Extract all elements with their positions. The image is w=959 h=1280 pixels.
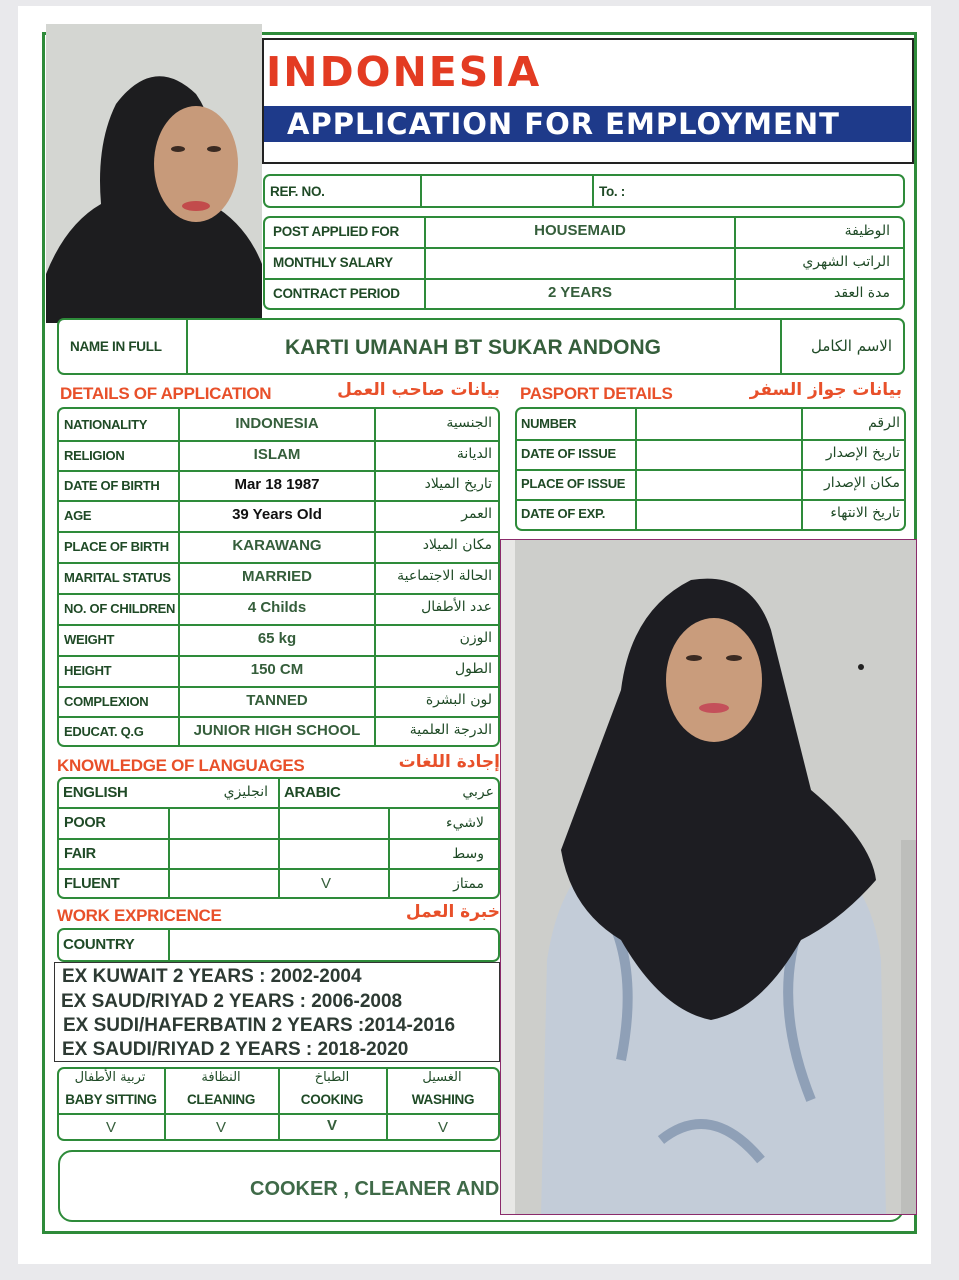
languages-title-ar: إجادة اللغات	[398, 752, 500, 772]
name-label: NAME IN FULL	[70, 339, 162, 354]
skill-washing: WASHING	[411, 1092, 475, 1107]
details-value: 65 kg	[257, 630, 297, 647]
passport-ar: مكان الإصدار	[824, 475, 900, 491]
post-ar: الوظيفة	[844, 223, 890, 239]
skill-mark: V	[326, 1117, 337, 1134]
arabic-header-ar: عربي	[462, 784, 494, 800]
details-title-ar: بيانات صاحب العمل	[337, 380, 500, 400]
to-label: To. :	[599, 184, 625, 199]
passport-ar: تاريخ الإصدار	[825, 445, 900, 461]
country-title: INDONESIA	[266, 48, 542, 96]
details-value: ISLAM	[253, 446, 301, 463]
level-fluent: FLUENT	[64, 876, 120, 892]
details-ar: الحالة الاجتماعية	[397, 568, 492, 584]
skill-cooking: COOKING	[300, 1092, 364, 1107]
details-value: KARAWANG	[232, 537, 322, 554]
details-label: WEIGHT	[64, 632, 115, 647]
full-body-photo	[500, 539, 917, 1215]
level-poor: POOR	[64, 815, 106, 831]
details-value: 150 CM	[250, 661, 304, 678]
details-label: NATIONALITY	[64, 417, 148, 432]
name-value: KARTI UMANAH BT SUKAR ANDONG	[284, 336, 662, 359]
languages-title: KNOWLEDGE OF LANGUAGES	[57, 756, 305, 775]
details-value: JUNIOR HIGH SCHOOL	[193, 722, 361, 739]
passport-label: PLACE OF ISSUE	[521, 476, 626, 491]
details-ar: الدرجة العلمية	[409, 722, 492, 738]
passport-ar: تاريخ الانتهاء	[830, 505, 900, 521]
skill-mark: V	[105, 1119, 116, 1136]
details-value: MARRIED	[242, 568, 312, 585]
experience-entry: EX SAUDI/RIYAD 2 YEARS : 2018-2020	[62, 1039, 409, 1060]
ref-row	[263, 174, 905, 208]
skill-cleaning: CLEANING	[186, 1092, 256, 1107]
passport-label: NUMBER	[521, 416, 577, 431]
experience-entry: EX SUDI/HAFERBATIN 2 YEARS :2014-2016	[63, 1015, 456, 1036]
skill-mark: V	[215, 1119, 226, 1136]
details-title: DETAILS OF APPLICATION	[60, 384, 272, 403]
details-ar: الوزن	[459, 630, 492, 646]
skill-ar-baby: تربية الأطفال	[74, 1070, 146, 1085]
passport-label: DATE OF ISSUE	[521, 446, 616, 461]
details-label: EDUCAT. Q.G	[64, 724, 144, 739]
details-ar: عدد الأطفال	[421, 599, 492, 615]
experience-entry: EX KUWAIT 2 YEARS : 2002-2004	[62, 966, 362, 987]
skill-mark: V	[437, 1119, 448, 1136]
details-value: INDONESIA	[235, 415, 319, 432]
passport-title-ar: بيانات جواز السفر	[749, 380, 902, 400]
fair-ar: وسط	[452, 846, 484, 862]
details-value: TANNED	[246, 692, 308, 709]
passport-title: PASPORT DETAILS	[520, 384, 673, 403]
salary-label: MONTHLY SALARY	[273, 255, 393, 270]
details-label: DATE OF BIRTH	[64, 478, 160, 493]
form-title: APPLICATION FOR EMPLOYMENT	[287, 107, 840, 141]
contract-ar: مدة العقد	[834, 285, 890, 301]
remarks-text: COOKER , CLEANER AND	[250, 1178, 500, 1200]
country-label: COUNTRY	[63, 936, 135, 953]
details-label: NO. OF CHILDREN	[64, 601, 176, 616]
contract-value: 2 YEARS	[548, 284, 612, 301]
fluent-arabic: V	[320, 875, 331, 892]
skill-ar-cooking: الطباخ	[314, 1070, 350, 1085]
skill-baby-sitting: BABY SITTING	[65, 1092, 157, 1107]
english-header: ENGLISH	[63, 784, 128, 801]
details-value: 39 Years Old	[232, 506, 322, 523]
post-label: POST APPLIED FOR	[273, 224, 399, 239]
details-ar: لون البشرة	[425, 692, 492, 708]
details-ar: الجنسية	[446, 415, 492, 431]
work-title-ar: خبرة العمل	[405, 902, 500, 922]
salary-ar: الراتب الشهري	[802, 254, 890, 270]
details-label: AGE	[64, 508, 92, 523]
fluent-ar: ممتاز	[453, 876, 484, 892]
details-label: RELIGION	[64, 448, 125, 463]
passport-label: DATE OF EXP.	[521, 506, 606, 521]
details-ar: الديانة	[456, 446, 492, 462]
experience-entry: EX SAUD/RIYAD 2 YEARS : 2006-2008	[61, 991, 403, 1012]
portrait-photo	[46, 24, 262, 323]
work-title: WORK EXPRICENCE	[57, 906, 222, 925]
name-ar: الاسم الكامل	[810, 337, 892, 355]
ref-no-label: REF. NO.	[270, 184, 325, 199]
details-label: PLACE OF BIRTH	[64, 539, 169, 554]
post-value: HOUSEMAID	[534, 222, 626, 239]
details-ar: الطول	[454, 661, 492, 677]
passport-ar: الرقم	[868, 415, 900, 431]
details-value: Mar 18 1987	[234, 476, 320, 493]
english-header-ar: انجليزي	[223, 784, 268, 800]
poor-ar: لاشيء	[446, 815, 484, 831]
details-label: COMPLEXION	[64, 694, 149, 709]
skill-ar-washing: الغسيل	[422, 1070, 462, 1085]
arabic-header: ARABIC	[284, 784, 341, 801]
details-label: MARITAL STATUS	[64, 570, 171, 585]
details-ar: العمر	[461, 506, 492, 522]
skill-ar-cleaning: النظافة	[201, 1070, 241, 1085]
contract-label: CONTRACT PERIOD	[273, 286, 400, 301]
level-fair: FAIR	[64, 846, 96, 862]
details-value: 4 Childs	[247, 599, 307, 616]
details-ar: تاريخ الميلاد	[424, 476, 492, 492]
details-label: HEIGHT	[64, 663, 112, 678]
details-ar: مكان الميلاد	[422, 537, 492, 553]
